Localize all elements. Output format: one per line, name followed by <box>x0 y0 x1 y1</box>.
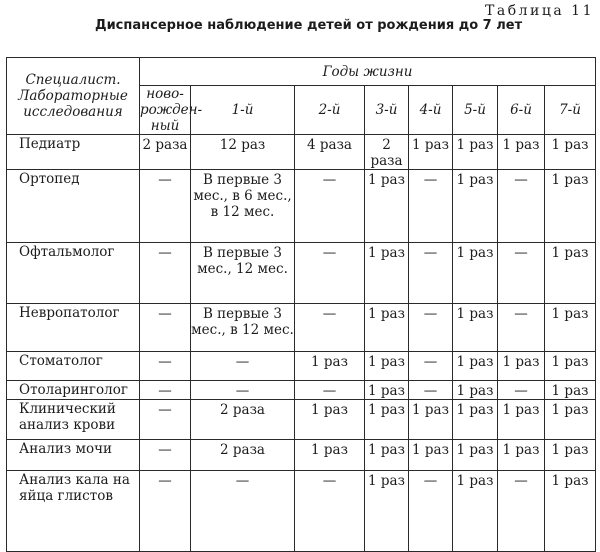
row-name: Анализ мочи <box>7 440 140 471</box>
table-cell: 1 раз <box>365 440 409 471</box>
table-cell: — <box>191 381 295 400</box>
table-cell: 1 раз <box>498 400 545 440</box>
row-name: Невропатолог <box>7 304 140 352</box>
table-cell: — <box>140 304 191 352</box>
table-cell: — <box>191 471 295 552</box>
table-cell: 1 раз <box>545 170 596 243</box>
table-cell: 2 раза <box>140 135 191 170</box>
table-row <box>7 471 596 552</box>
table-row <box>7 352 596 381</box>
table-row <box>7 440 596 471</box>
table-cell: — <box>295 471 365 552</box>
header-year: 6-й <box>498 86 545 135</box>
table-cell: 4 раза <box>295 135 365 170</box>
table-cell: 1 раз <box>409 400 453 440</box>
table-cell: 1 раз <box>545 471 596 552</box>
table-cell: — <box>409 381 453 400</box>
table-cell: 12 раз <box>191 135 295 170</box>
row-name: Клинический анализ крови <box>7 400 140 440</box>
row-name: Отоларинголог <box>7 381 140 400</box>
table-cell: 1 раз <box>409 440 453 471</box>
row-name: Офтальмолог <box>7 243 140 304</box>
header-year: 4-й <box>409 86 453 135</box>
table-row <box>7 304 596 352</box>
header-specialist: Специалист. Лабораторные исследования <box>7 58 140 135</box>
table-cell: 1 раз <box>545 304 596 352</box>
table-cell: — <box>295 243 365 304</box>
table-cell: 1 раз <box>295 400 365 440</box>
table-cell: — <box>140 471 191 552</box>
table-cell: 1 раз <box>453 471 498 552</box>
table-cell: — <box>409 352 453 381</box>
page-title: Диспансерное наблюдение детей от рождения до 7 лет <box>95 18 523 33</box>
header-year: 3-й <box>365 86 409 135</box>
table-cell: 1 раз <box>545 400 596 440</box>
table-row <box>7 170 596 243</box>
table-cell: 1 раз <box>295 352 365 381</box>
table-cell: 2 раза <box>365 135 409 170</box>
table-cell: В первые 3 мес., в 12 мес. <box>191 304 295 352</box>
table-cell: 1 раз <box>498 352 545 381</box>
table-cell: — <box>498 381 545 400</box>
row-name: Ортопед <box>7 170 140 243</box>
table-cell: — <box>295 381 365 400</box>
table-cell: — <box>498 170 545 243</box>
table-cell: — <box>140 400 191 440</box>
table-cell: 1 раз <box>365 400 409 440</box>
table-cell: 1 раз <box>498 135 545 170</box>
header-year: 2-й <box>295 86 365 135</box>
observation-table <box>6 57 596 552</box>
table-cell: 1 раз <box>365 381 409 400</box>
table-cell: 1 раз <box>365 243 409 304</box>
table-cell: — <box>498 243 545 304</box>
row-name: Педиатр <box>7 135 140 170</box>
table-cell: 1 раз <box>365 352 409 381</box>
table-cell: — <box>409 170 453 243</box>
table-cell: — <box>140 352 191 381</box>
header-year: 7-й <box>545 86 596 135</box>
table-cell: 1 раз <box>545 381 596 400</box>
table-cell: 1 раз <box>453 243 498 304</box>
table-cell: 1 раз <box>453 135 498 170</box>
table-cell: 2 раза <box>191 400 295 440</box>
table-cell: — <box>140 381 191 400</box>
table-cell: — <box>191 352 295 381</box>
table-cell: — <box>140 440 191 471</box>
table-cell: 1 раз <box>545 135 596 170</box>
table-cell: 1 раз <box>295 440 365 471</box>
table-cell: 1 раз <box>498 440 545 471</box>
table-cell: 1 раз <box>545 243 596 304</box>
table-row <box>7 243 596 304</box>
table-cell: 1 раз <box>453 304 498 352</box>
table-cell: 1 раз <box>409 135 453 170</box>
table-cell: В первые 3 мес., 12 мес. <box>191 243 295 304</box>
table-cell: 1 раз <box>545 440 596 471</box>
header-newborn: ново-рожден-ный <box>140 86 203 134</box>
table-cell: — <box>140 243 191 304</box>
table-cell: — <box>498 304 545 352</box>
table-cell: 2 раза <box>191 440 295 471</box>
row-name: Стоматолог <box>7 352 140 381</box>
table-cell: 1 раз <box>453 352 498 381</box>
table-row <box>7 135 596 170</box>
table-cell: — <box>295 170 365 243</box>
table-cell: — <box>409 304 453 352</box>
table-cell: — <box>409 471 453 552</box>
table-cell: 1 раз <box>453 400 498 440</box>
table-cell: — <box>498 471 545 552</box>
table-cell: 1 раз <box>453 440 498 471</box>
table-cell: — <box>295 304 365 352</box>
table-number: Таблица 11 <box>485 3 594 19</box>
table-cell: 1 раз <box>453 381 498 400</box>
header-year: 1-й <box>191 86 295 135</box>
table-cell: — <box>140 170 191 243</box>
table-row <box>7 381 596 400</box>
table-cell: В первые 3 мес., в 6 мес., в 12 мес. <box>191 170 295 243</box>
table-cell: 1 раз <box>365 471 409 552</box>
table-cell: 1 раз <box>545 352 596 381</box>
table-cell: 1 раз <box>365 304 409 352</box>
table-cell: — <box>409 243 453 304</box>
row-name: Анализ кала на яйца глистов <box>7 471 140 552</box>
header-year: 5-й <box>453 86 498 135</box>
table-row <box>7 400 596 440</box>
table-cell: 1 раз <box>365 170 409 243</box>
table-cell: 1 раз <box>453 170 498 243</box>
header-years-label: Годы жизни <box>140 58 596 86</box>
